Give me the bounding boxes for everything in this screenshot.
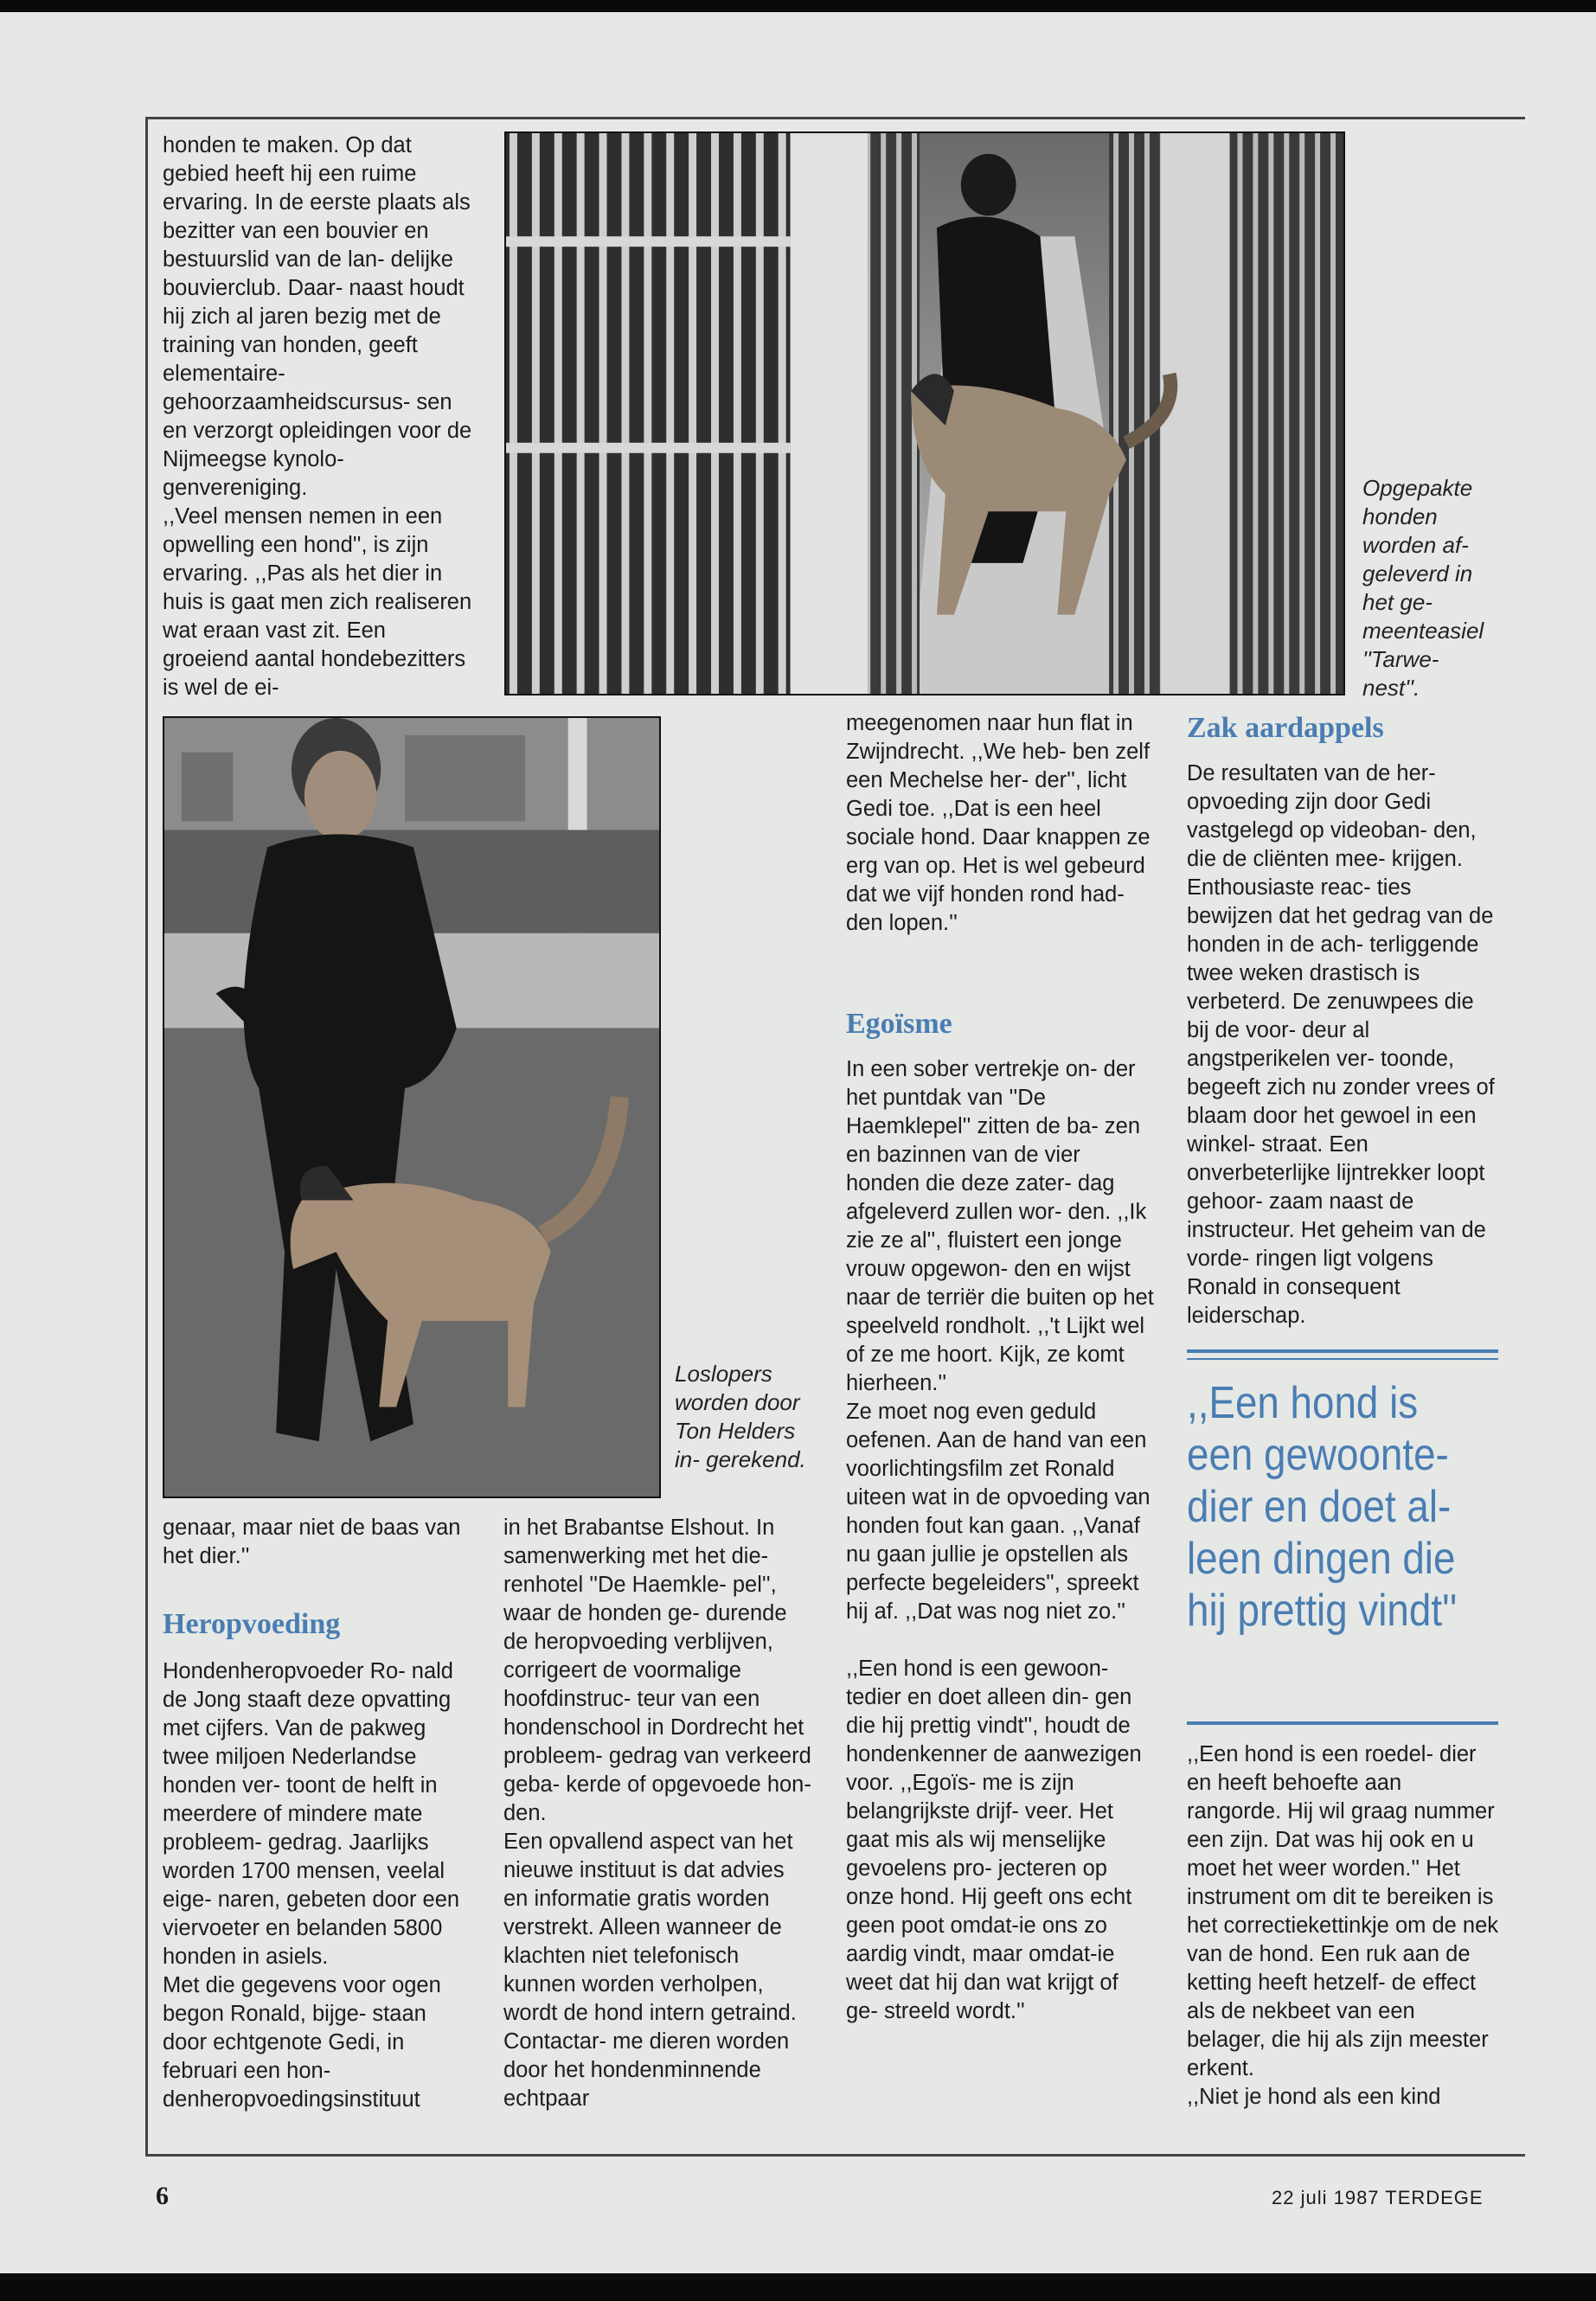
paragraph: genaar, maar niet de baas van het dier.'' bbox=[163, 1516, 461, 1568]
pull-quote: ,,Een hond is een gewoonte- dier en doet al- leen dingen die hij prettig vindt'' bbox=[1187, 1378, 1458, 1636]
kennel-photo bbox=[504, 131, 1345, 695]
column2-bottom-text bbox=[503, 1514, 815, 2113]
column1-heropvoeding-text bbox=[163, 1657, 474, 2114]
paragraph: honden te maken. Op dat gebied heeft hij een ruime ervaring. In de eerste plaats als bezitter van een bouvier en bestuurslid van de lan- delijke bouvierclub. Daar- naast houdt hij zich al jaren bezig met de training van honden, geeft elementaire- gehoorzaamheidscursus- sen en verzorgt opleidingen voor de Nijmeegse kynolo- genvereniging. bbox=[163, 133, 472, 500]
column3-egoisme-text bbox=[846, 1055, 1154, 2026]
paragraph: in het Brabantse Elshout. In samenwerking met het die- renhotel ''De Haemkle- pel'', waar de honden ge- durende de heropvoeding verblijven, corrigeert de voormalige hoofdinstruc- teur van een hondenschool in Dordrecht het probleem- gedrag van verkeerd geba- kerde of opgevoede hon- den. bbox=[503, 1516, 811, 1825]
page-number: 6 bbox=[156, 2182, 169, 2210]
kennel-photo-caption: Opgepakte honden worden af- geleverd in het ge- meenteasiel ''Tarwe- nest''. bbox=[1362, 475, 1484, 701]
pull-quote-bottom-rule bbox=[1187, 1721, 1498, 1725]
top-edge-band bbox=[0, 0, 1596, 12]
bottom-rule bbox=[145, 2154, 1525, 2157]
paragraph: In een sober vertrekje on- der het puntdak van ''De Haemklepel'' zitten de ba- zen en bazinnen van de vier honden die deze zater- dag afgeleverd zullen wor- den. ,,Ik zie ze al'', fluistert een jonge vrouw opgewon- den en wijst naar de terriër die buiten op het speelveld rondholt. ,,'t Lijkt wel of ze me hoort. Kijk, ze komt hierheen.'' bbox=[846, 1057, 1154, 1395]
heading-egoisme: Egoïsme bbox=[846, 1008, 952, 1040]
paragraph: ,,Een hond is een roedel- dier en heeft behoefte aan rangorde. Hij wil graag nummer een zijn. Dat was hij ook en u moet het weer worden.'' Het instrument om dit te bereiken is het correctiekettinkje om de nek van de hond. Een ruk aan de ketting heeft hetzelf- de effect als de nekbeet van een belager, die hij als zijn meester erkent. bbox=[1187, 1742, 1499, 2080]
paragraph: De resultaten van de her- opvoeding zijn door Gedi vastgelegd op videoban- den, die de cliënten mee- krijgen. Enthousiaste reac- ties bewijzen dat het gedrag van de honden in de ach- terliggende twee weken drastisch is verbeterd. De zenuwpees die bij de voor- deur al angstperikelen ver- toonde, begeeft zich nu zonder vrees of blaam door het gewoel in een winkel- straat. Een onverbeterlijke lijntrekker loopt gehoor- zaam naast de instructeur. Het geheim van de vorde- ringen ligt volgens Ronald in consequent leiderschap. bbox=[1187, 761, 1495, 1328]
dateline: 22 juli 1987 TERDEGE bbox=[1272, 2187, 1484, 2208]
walking-photo bbox=[163, 716, 661, 1498]
walking-photo-caption: Loslopers worden door Ton Helders in- gerekend. bbox=[675, 1361, 806, 1472]
column1-bottom-text bbox=[163, 1514, 474, 1571]
kennel-photo-image bbox=[506, 133, 1343, 694]
pull-quote-top-rule-thin bbox=[1187, 1358, 1498, 1360]
paragraph: Ze moet nog even geduld oefenen. Aan de hand van een voorlichtingsfilm zet Ronald uiteen wat in de opvoeding van honden fout kan gaan. ,,Vanaf nu gaan jullie je opstellen als perfecte begeleiders'', spreekt hij af. ,,Dat was nog niet zo.'' bbox=[846, 1400, 1151, 1624]
pull-quote-top-rule bbox=[1187, 1349, 1498, 1353]
bottom-edge-band bbox=[0, 2273, 1596, 2301]
paragraph: Hondenheropvoeder Ro- nald de Jong staaft deze opvatting met cijfers. Van de pakweg twee miljoen Nederlandse honden ver- toont de helft in meerdere of mindere mate probleem- gedrag. Jaarlijks worden 1700 mensen, veelal eige- naren, gebeten door een viervoeter en belanden 5800 honden in asiels. bbox=[163, 1659, 460, 1969]
column3-top-text bbox=[846, 709, 1154, 938]
left-rule bbox=[145, 117, 148, 2157]
column4-zak-text bbox=[1187, 760, 1498, 1330]
heading-zak-aardappels: Zak aardappels bbox=[1187, 712, 1384, 744]
column4-bottom-text bbox=[1187, 1740, 1498, 2112]
walking-photo-image bbox=[164, 718, 659, 1497]
heading-heropvoeding: Heropvoeding bbox=[163, 1608, 341, 1640]
paragraph: Een opvallend aspect van het nieuwe instituut is dat advies en informatie gratis worden verstrekt. Alleen wanneer de klachten niet telefonisch kunnen worden verholpen, wordt de hond intern getraind. Contactar- me dieren worden door het hondenminnende echtpaar bbox=[503, 1830, 797, 2111]
paragraph: meegenomen naar hun flat in Zwijndrecht. ,,We heb- ben zelf een Mechelse her- der'', licht Gedi toe. ,,Dat is een heel sociale hond. Daar knappen ze erg van op. Het is wel gebeurd dat we vijf honden rond had- den lopen.'' bbox=[846, 711, 1151, 935]
column1-top-text bbox=[163, 131, 474, 702]
paragraph: ,,Veel mensen nemen in een opwelling een hond'', is zijn ervaring. ,,Pas als het dier in huis is gaat men zich realiseren wat eraan vast zit. Een groeiend aantal hondebezitters is wel de ei- bbox=[163, 504, 472, 700]
paragraph: ,,Een hond is een gewoon- tedier en doet alleen din- gen die hij prettig vindt'', houdt de hondenkenner de aanwezigen voor. ,,Egoïs- me is zijn belangrijkste drijf- veer. Het gaat mis als wij menselijke gevoelens pro- jecteren op onze hond. Hij geeft ons echt geen poot omdat-ie ons zo aardig vindt, maar omdat-ie weet dat hij dan wat krijgt of ge- streeld wordt.'' bbox=[846, 1657, 1142, 2023]
top-rule bbox=[145, 117, 1525, 119]
paragraph: Met die gegevens voor ogen begon Ronald, bijge- staan door echtgenote Gedi, in februari een hon- denheropvoedingsinstituut bbox=[163, 1973, 441, 2112]
paragraph: ,,Niet je hond als een kind bbox=[1187, 2085, 1441, 2109]
